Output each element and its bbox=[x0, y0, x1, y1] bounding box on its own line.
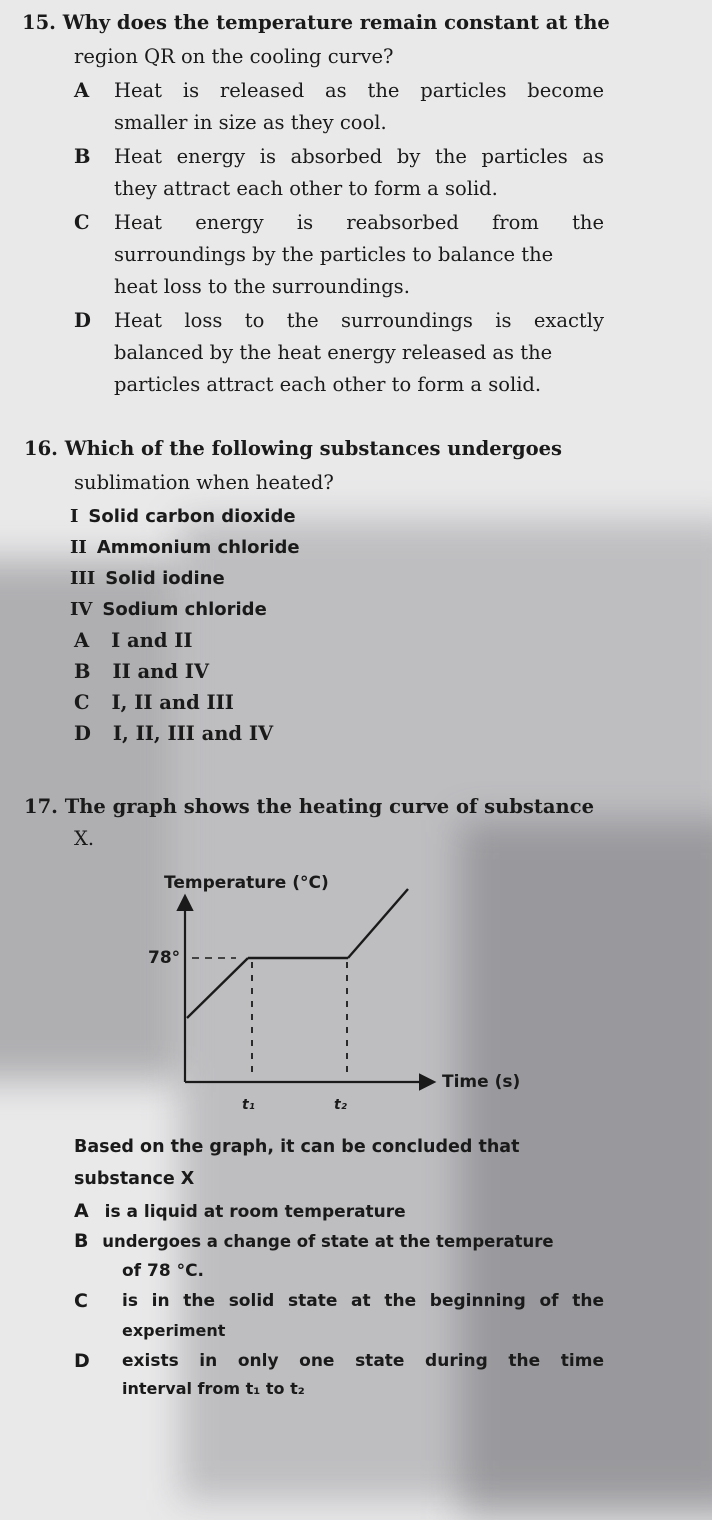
q16-line1 bbox=[24, 438, 562, 460]
q15-stem-2: region QR on the cooling curve? bbox=[74, 45, 394, 68]
q15-a-text-2: smaller in size as they cool. bbox=[114, 111, 387, 134]
q16-stem-2: sublimation when heated? bbox=[74, 471, 334, 494]
q15-c-text-1: Heat energy is reabsorbed from the bbox=[114, 211, 604, 234]
q15-b-text-2: they attract each other to form a solid. bbox=[114, 177, 498, 200]
q17-option-a bbox=[74, 1200, 406, 1223]
q16-item-text: Solid carbon dioxide bbox=[88, 506, 296, 527]
q15-c-text-2: surroundings by the particles to balance the bbox=[114, 243, 554, 266]
q17-after-2: substance X bbox=[74, 1169, 195, 1189]
q16-item-numeral: III bbox=[70, 568, 96, 589]
x-tick-t1: t₁ bbox=[242, 1097, 255, 1113]
q16-option bbox=[74, 723, 273, 745]
q15-d-text-2: balanced by the heat energy released as the bbox=[114, 341, 553, 364]
q17-b-letter: B bbox=[74, 1230, 89, 1252]
curve-rise-before-t1 bbox=[187, 958, 248, 1018]
q16-stem-1: Which of the following substances undergoes bbox=[64, 437, 562, 460]
q17-d-text-1: exists in only one state during the time bbox=[122, 1351, 604, 1371]
q17-b-text-2: of 78 °C. bbox=[122, 1261, 205, 1281]
q16-item-text: Ammonium chloride bbox=[96, 537, 300, 558]
q16-number: 16. bbox=[24, 437, 58, 460]
q16-option-letter: C bbox=[74, 691, 90, 714]
curve-rise-after-t2 bbox=[348, 889, 408, 958]
q16-option-text: I, II and III bbox=[111, 691, 234, 714]
q17-option-b bbox=[74, 1230, 554, 1253]
q17-d-letter: D bbox=[74, 1350, 90, 1372]
q17-stem-2: X. bbox=[74, 827, 95, 850]
q17-stem-1: The graph shows the heating curve of substance bbox=[64, 795, 594, 818]
q17-c-text-2: experiment bbox=[122, 1321, 226, 1340]
x-tick-t2: t₂ bbox=[334, 1097, 347, 1113]
q15-c-letter: C bbox=[74, 211, 90, 234]
q16-option-letter: D bbox=[74, 722, 91, 745]
q17-a-letter: A bbox=[74, 1200, 89, 1222]
shadow-right bbox=[460, 820, 712, 1520]
q16-item-numeral: I bbox=[70, 506, 79, 527]
q15-d-text-1: Heat loss to the surroundings is exactly bbox=[114, 309, 604, 332]
q15-a-letter: A bbox=[74, 79, 90, 102]
q16-item-text: Solid iodine bbox=[105, 568, 225, 589]
q16-option-text: I and II bbox=[111, 629, 193, 652]
q16-item-text: Sodium chloride bbox=[102, 599, 267, 620]
q15-b-letter: B bbox=[74, 145, 91, 168]
q15-stem-1: Why does the temperature remain constant at the bbox=[62, 11, 610, 34]
q16-item bbox=[70, 506, 296, 528]
q16-option-letter: A bbox=[74, 629, 90, 652]
q16-item-numeral: II bbox=[70, 537, 87, 558]
q16-item bbox=[70, 599, 267, 621]
q17-b-text-1: undergoes a change of state at the temperature bbox=[102, 1232, 554, 1251]
y-axis-label: Temperature (°C) bbox=[164, 873, 329, 893]
q15-d-letter: D bbox=[74, 309, 91, 332]
q17-line1 bbox=[24, 796, 594, 818]
q16-option bbox=[74, 661, 209, 683]
q16-option-text: II and IV bbox=[112, 660, 210, 683]
q15-number: 15. bbox=[22, 11, 56, 34]
q15-c-text-3: heat loss to the surroundings. bbox=[114, 275, 410, 298]
q17-d-text-2: interval from t₁ to t₂ bbox=[122, 1379, 305, 1398]
x-axis-label: Time (s) bbox=[442, 1072, 521, 1092]
q15-a-text-1: Heat is released as the particles become bbox=[114, 79, 604, 102]
q17-c-letter: C bbox=[74, 1290, 88, 1312]
q17-c-text-1: is in the solid state at the beginning of the bbox=[122, 1291, 604, 1311]
q16-option bbox=[74, 630, 193, 652]
q15-line1 bbox=[22, 11, 610, 34]
q16-item bbox=[70, 537, 300, 559]
q16-option-letter: B bbox=[74, 660, 91, 683]
q16-item bbox=[70, 568, 225, 590]
q16-option-text: I, II, III and IV bbox=[112, 722, 274, 745]
q17-after-1: Based on the graph, it can be concluded that bbox=[74, 1137, 520, 1157]
q17-number: 17. bbox=[24, 795, 58, 818]
q15-d-text-3: particles attract each other to form a solid. bbox=[114, 373, 542, 396]
q16-item-numeral: IV bbox=[70, 599, 93, 620]
q16-option bbox=[74, 692, 234, 714]
q17-a-text-1: is a liquid at room temperature bbox=[104, 1202, 406, 1222]
q15-b-text-1: Heat energy is absorbed by the particles as bbox=[114, 145, 604, 168]
y-tick-78: 78° bbox=[148, 948, 181, 968]
